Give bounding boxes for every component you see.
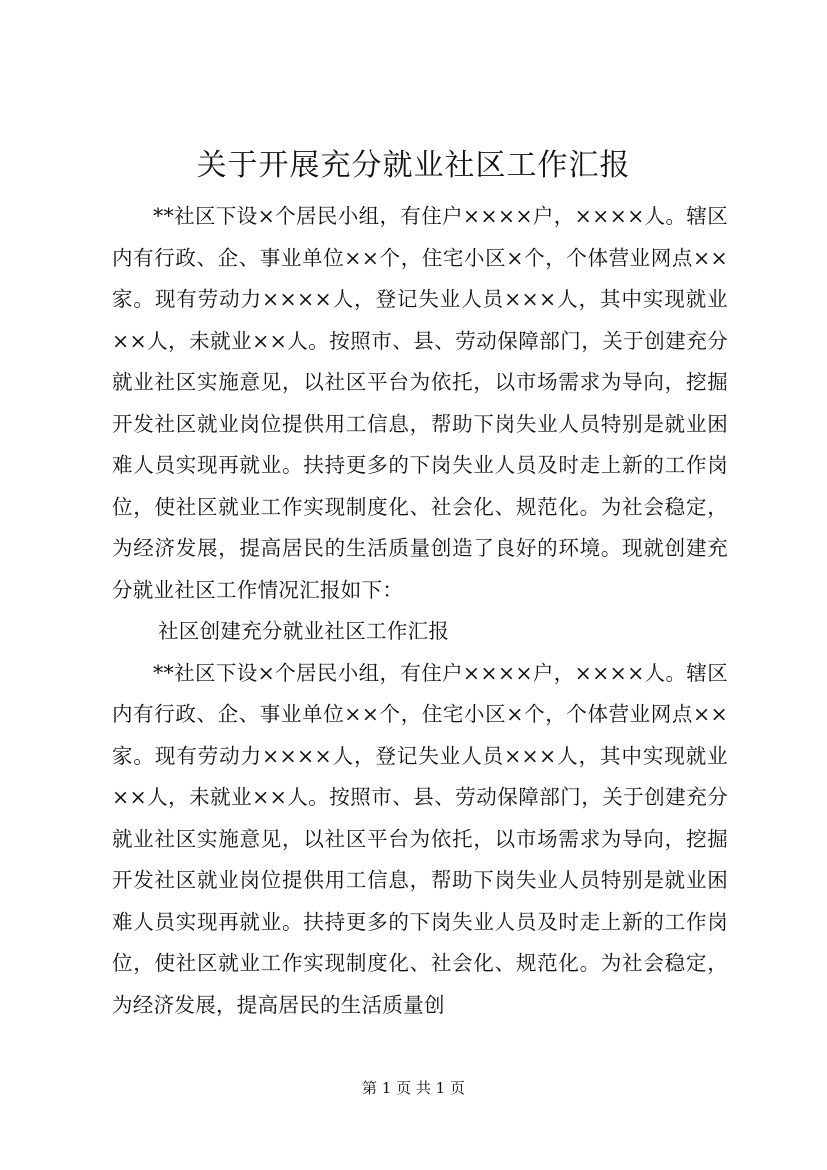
section-subheading: 社区创建充分就业社区工作汇报: [158, 619, 450, 643]
page-footer: 第 1 页 共 1 页: [362, 1079, 465, 1097]
paragraph-clip: [112, 653, 728, 1068]
paragraph-repeat: **社区下设×个居民小组，有住户××××户，××××人。辖区内有行政、企、事业单位××个，住宅小区×个，个体营业网点××家。现有劳动力××××人，登记失业人员×××人，其中实现就业××人，未就业××人。按照市、县、劳动保障部门，关于创建充分就业社区实施意见，以社区平台为依托，以市场需求为导向，挖掘开发社区就业岗位提供用工信息，帮助下岗失业人员特别是就业困难人员实现再就业。扶持更多的下岗失业人员及时走上新的工作岗位，使社区就业工作实现制度化、社会化、规范化。为社会稳定，为经济发展，提高居民的生活质量创: [112, 660, 728, 1017]
document-body: [112, 196, 728, 1068]
paragraph-intro: **社区下设×个居民小组，有住户××××户，××××人。辖区内有行政、企、事业单位××个，住宅小区×个，个体营业网点××家。现有劳动力××××人，登记失业人员×××人，其中实现就业××人，未就业××人。按照市、县、劳动保障部门，关于创建充分就业社区实施意见，以社区平台为依托，以市场需求为导向，挖掘开发社区就业岗位提供用工信息，帮助下岗失业人员特别是就业困难人员实现再就业。扶持更多的下岗失业人员及时走上新的工作岗位，使社区就业工作实现制度化、社会化、规范化。为社会稳定，为经济发展，提高居民的生活质量创造了良好的环境。现就创建充分就业社区工作情况汇报如下：: [112, 204, 728, 602]
page-title: 关于开展充分就业社区工作汇报: [196, 148, 631, 183]
